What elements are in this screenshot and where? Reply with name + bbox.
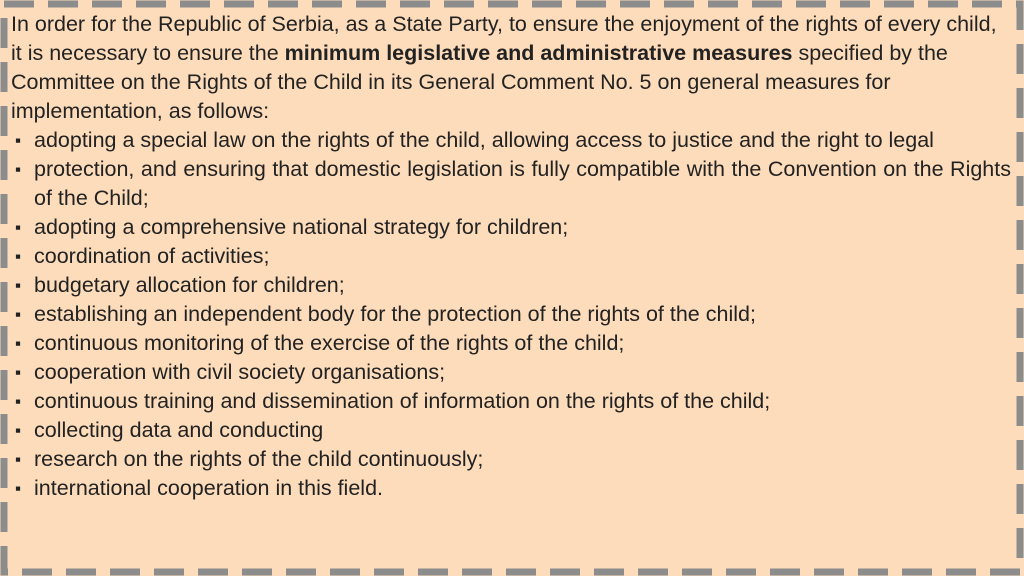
- list-item: ▪ adopting a comprehensive national strategy for children;: [11, 213, 1011, 242]
- intro-text-start: In order for the Republic of Serbia, as a State Party, to ensure the enjoyment of the rights of every child, it is necessary to ensure the: [11, 12, 997, 65]
- list-item: ▪ cooperation with civil society organisations;: [11, 358, 1011, 387]
- list-item: ▪ budgetary allocation for children;: [11, 271, 1011, 300]
- intro-bold-phrase: minimum legislative and administrative measures: [284, 41, 793, 65]
- list-item: ▪ protection, and ensuring that domestic legislation is fully compatible with the Convention on the Rights of the Child;: [11, 155, 1011, 213]
- slide-body: [11, 10, 1011, 503]
- list-item: ▪ research on the rights of the child continuously;: [11, 445, 1011, 474]
- intro-text-end: specified by the Committee on the Rights of the Child in its General Comment No. 5 on general measures for implementation, as follows:: [11, 41, 948, 123]
- list-item: ▪ international cooperation in this field.: [11, 474, 1011, 503]
- list-item: ▪ collecting data and conducting: [11, 416, 1011, 445]
- list-item: ▪ continuous monitoring of the exercise of the rights of the child;: [11, 329, 1011, 358]
- intro-paragraph: [11, 10, 1011, 126]
- list-item: ▪ establishing an independent body for the protection of the rights of the child;: [11, 300, 1011, 329]
- measures-list: [11, 126, 1011, 503]
- list-item: ▪ coordination of activities;: [11, 242, 1011, 271]
- list-item: ▪ adopting a special law on the rights of the child, allowing access to justice and the right to legal: [11, 126, 1011, 155]
- list-item: ▪ continuous training and dissemination of information on the rights of the child;: [11, 387, 1011, 416]
